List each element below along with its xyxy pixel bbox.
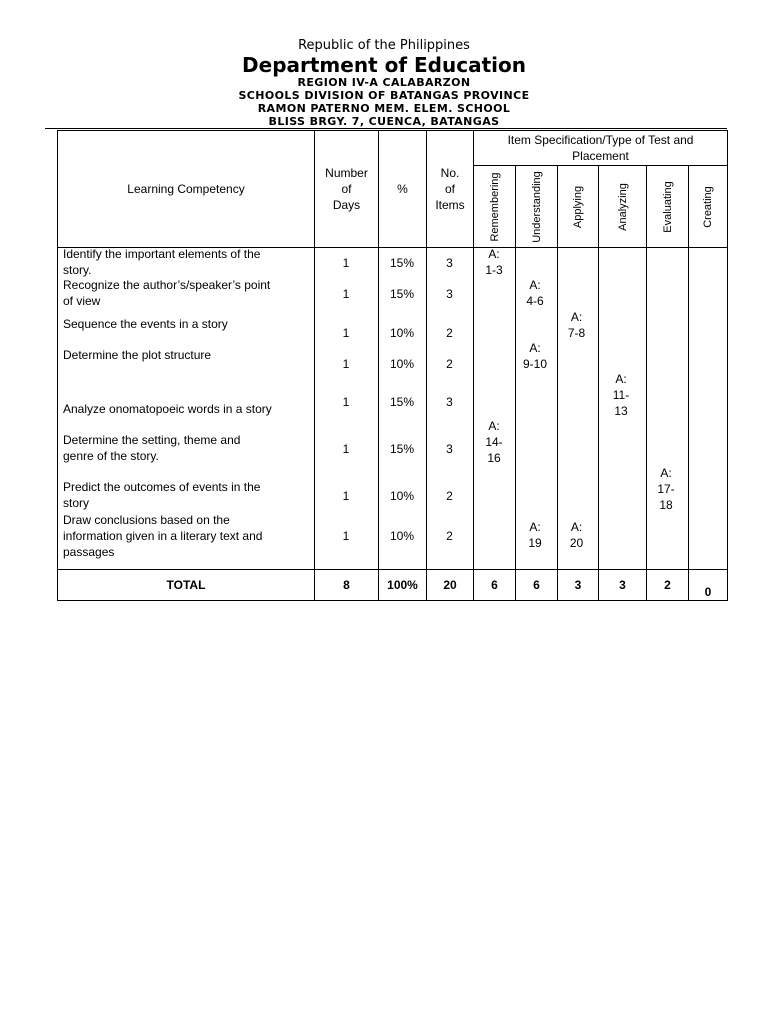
percent-value: 10% <box>389 529 415 543</box>
placement-label: A: <box>488 419 500 433</box>
header-creating: Creating <box>689 166 728 248</box>
header-republic: Republic of the Philippines <box>298 38 470 53</box>
placement-label: A: <box>529 278 541 292</box>
items-value: 3 <box>446 256 453 270</box>
days-value: 1 <box>342 489 350 503</box>
header-division: SCHOOLS DIVISION OF BATANGAS PROVINCE <box>238 89 530 102</box>
percent-value: 10% <box>389 357 415 371</box>
header-applying: Applying <box>558 166 599 248</box>
competency-text: Sequence the events in a story <box>63 317 228 331</box>
header-percent: % <box>379 131 427 248</box>
header-school: RAMON PATERNO MEM. ELEM. SCHOOL <box>257 102 511 115</box>
placement-label: A: <box>488 247 500 261</box>
total-analyzing: 3 <box>599 570 647 601</box>
creating-column <box>689 248 728 570</box>
header-analyzing: Analyzing <box>599 166 647 248</box>
placement-range: 20 <box>569 536 584 550</box>
percent-value: 15% <box>389 256 415 270</box>
total-creating: 0 <box>689 570 728 601</box>
placement-label: A: <box>660 466 672 480</box>
percent-value: 15% <box>389 287 415 301</box>
placement-range: 11- <box>612 388 630 402</box>
competency-text: Identify the important elements of the <box>63 247 261 261</box>
placement-range: 14- <box>485 435 503 449</box>
items-value: 2 <box>446 326 453 340</box>
header-address: BLISS BRGY. 7, CUENCA, BATANGAS <box>268 115 500 128</box>
items-value: 3 <box>446 287 453 301</box>
percent-value: 10% <box>389 326 415 340</box>
placement-range: 4-6 <box>526 294 544 308</box>
competency-text: story. <box>63 263 92 277</box>
days-value: 1 <box>342 395 350 409</box>
placement-range: 19 <box>528 536 542 550</box>
competency-text: genre of the story. <box>63 449 159 463</box>
items-value: 3 <box>446 442 453 456</box>
placement-range-end: 13 <box>614 404 628 418</box>
total-items: 20 <box>427 570 474 601</box>
header-number-of-days: Number of Days <box>315 131 379 248</box>
competency-text: of view <box>63 294 101 308</box>
total-applying: 3 <box>558 570 599 601</box>
competency-text: Recognize the author’s/speaker’s point <box>63 278 271 292</box>
days-value: 1 <box>342 287 350 301</box>
competency-text: Analyze onomatopoeic words in a story <box>63 402 272 416</box>
competency-text: story <box>63 496 90 510</box>
header-evaluating: Evaluating <box>647 166 689 248</box>
percent-value: 10% <box>389 489 415 503</box>
placement-range-end: 18 <box>659 498 673 512</box>
competency-text: Draw conclusions based on the <box>63 513 230 527</box>
placement-label: A: <box>529 341 541 355</box>
header-department: Department of Education <box>242 53 526 77</box>
header-rule <box>45 128 727 129</box>
placement-range: 7-8 <box>567 326 586 340</box>
items-value: 2 <box>446 529 453 543</box>
competency-text: Determine the setting, theme and <box>63 433 241 447</box>
total-label: TOTAL <box>58 570 315 601</box>
total-evaluating: 2 <box>647 570 689 601</box>
remembering-column <box>474 248 516 570</box>
items-value: 2 <box>446 489 453 503</box>
placement-range-end: 16 <box>487 451 501 465</box>
placement-range: 17- <box>657 482 675 496</box>
days-value: 1 <box>342 357 350 371</box>
items-value: 2 <box>446 357 453 371</box>
total-percent: 100% <box>379 570 427 601</box>
placement-label: A: <box>570 520 583 534</box>
header-understanding: Understanding <box>516 166 558 248</box>
competency-text: passages <box>63 545 115 559</box>
placement-label: A: <box>615 372 627 386</box>
header-region: REGION IV-A CALABARZON <box>297 76 471 89</box>
total-days: 8 <box>315 570 379 601</box>
competency-text: Determine the plot structure <box>63 348 212 362</box>
total-remembering: 6 <box>474 570 516 601</box>
placement-label: A: <box>529 520 541 534</box>
header-remembering: Remembering <box>474 166 516 248</box>
days-value: 1 <box>342 442 350 456</box>
percent-value: 15% <box>389 395 415 409</box>
placement-label: A: <box>570 310 583 324</box>
evaluating-column <box>647 248 689 570</box>
header-number-of-items: No. of Items <box>427 131 474 248</box>
placement-range: 9-10 <box>522 357 548 371</box>
competency-text: information given in a literary text and <box>63 529 263 543</box>
placement-range: 1-3 <box>485 263 503 277</box>
days-value: 1 <box>342 529 350 543</box>
days-value: 1 <box>342 256 350 270</box>
competency-text: Predict the outcomes of events in the <box>63 480 261 494</box>
percent-value: 15% <box>389 442 415 456</box>
header-item-specification: Item Specification/Type of Test and Placement <box>474 131 728 166</box>
items-value: 3 <box>446 395 453 409</box>
total-understanding: 6 <box>516 570 558 601</box>
total-row <box>58 570 728 601</box>
header-learning-competency: Learning Competency <box>58 131 315 248</box>
days-value: 1 <box>342 326 350 340</box>
